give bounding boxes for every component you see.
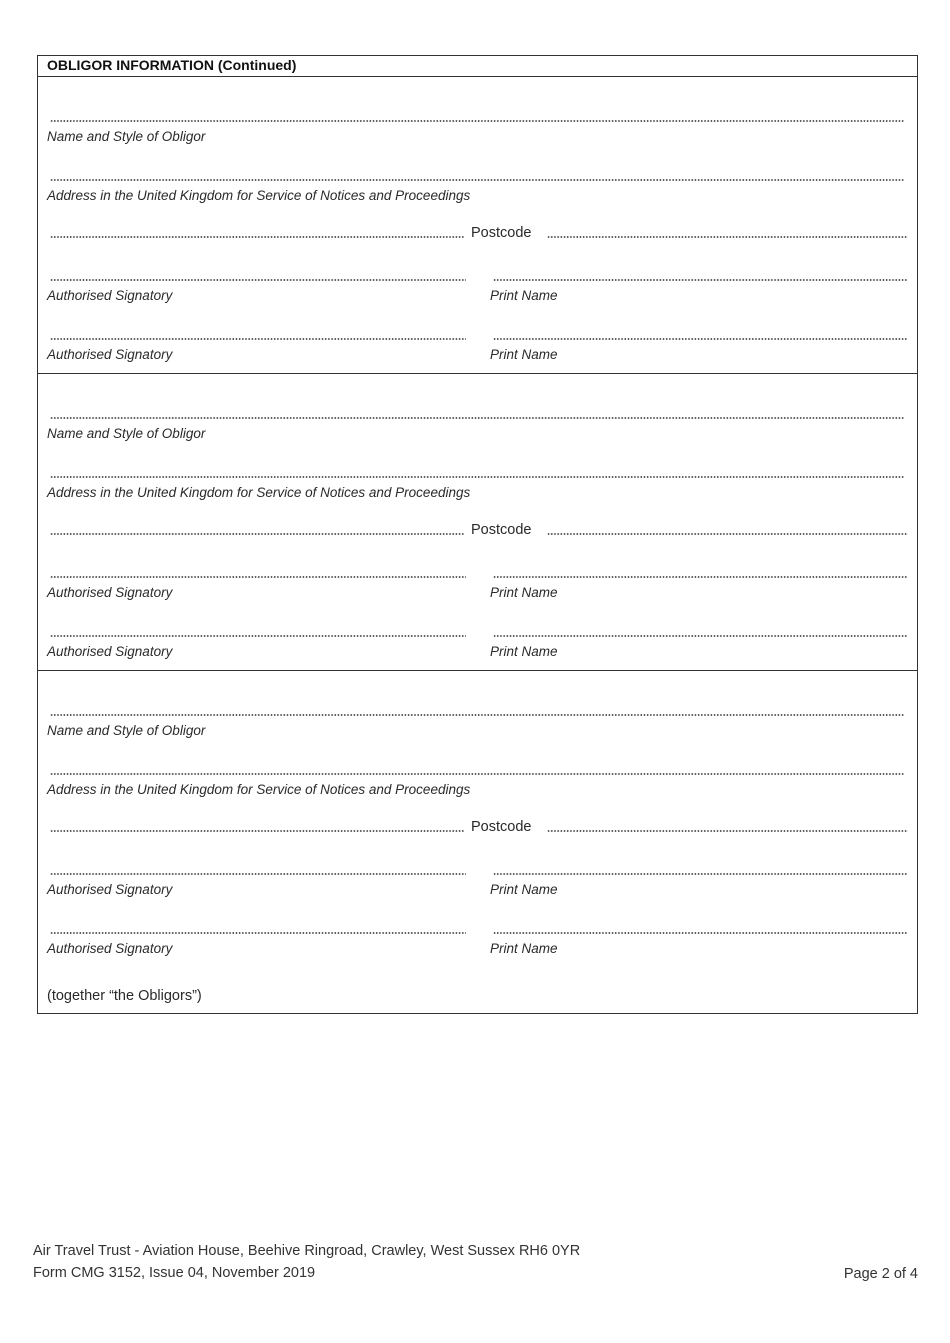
obligor-block [38,374,917,671]
signatory-field[interactable] [50,336,466,342]
postcode-field[interactable] [547,828,908,834]
obligor-name-label: Name and Style of Obligor [47,426,206,441]
obligor-block [38,671,917,968]
postcode-label: Postcode [471,819,532,835]
page-number: Page 2 of 4 [843,1266,918,1282]
address-line-field[interactable] [50,234,464,240]
address-field[interactable] [50,474,904,480]
print-name-field[interactable] [493,336,908,342]
address-line-field[interactable] [50,531,464,537]
signatory-field[interactable] [50,277,466,283]
signatory-field[interactable] [50,930,466,936]
signatory-label: Authorised Signatory [47,941,173,956]
print-name-label: Print Name [490,882,558,897]
signatory-label: Authorised Signatory [47,288,173,303]
together-note: (together “the Obligors”) [47,988,202,1004]
print-name-label: Print Name [490,288,558,303]
signatory-label: Authorised Signatory [47,585,173,600]
signatory-label: Authorised Signatory [47,347,173,362]
print-name-field[interactable] [493,633,908,639]
postcode-field[interactable] [547,234,908,240]
obligor-name-field[interactable] [50,118,904,124]
obligor-name-field[interactable] [50,415,904,421]
obligor-name-label: Name and Style of Obligor [47,129,206,144]
address-field[interactable] [50,177,904,183]
signatory-label: Authorised Signatory [47,644,173,659]
print-name-label: Print Name [490,941,558,956]
obligor-information-form [37,55,918,1014]
address-line-field[interactable] [50,828,464,834]
signatory-field[interactable] [50,574,466,580]
address-label: Address in the United Kingdom for Service of Notices and Proceedings [47,485,471,500]
obligor-name-field[interactable] [50,712,904,718]
postcode-label: Postcode [471,225,532,241]
print-name-label: Print Name [490,585,558,600]
print-name-field[interactable] [493,574,908,580]
print-name-field[interactable] [493,930,908,936]
print-name-field[interactable] [493,277,908,283]
address-label: Address in the United Kingdom for Service of Notices and Proceedings [47,188,471,203]
obligor-name-label: Name and Style of Obligor [47,723,206,738]
postcode-field[interactable] [547,531,908,537]
postcode-label: Postcode [471,522,532,538]
address-label: Address in the United Kingdom for Service of Notices and Proceedings [47,782,471,797]
signatory-field[interactable] [50,871,466,877]
print-name-field[interactable] [493,871,908,877]
obligor-block [38,77,917,374]
print-name-label: Print Name [490,644,558,659]
print-name-label: Print Name [490,347,558,362]
address-field[interactable] [50,771,904,777]
signatory-field[interactable] [50,633,466,639]
section-header [38,56,917,77]
signatory-label: Authorised Signatory [47,882,173,897]
footer-form-reference: Form CMG 3152, Issue 04, November 2019 [33,1265,316,1281]
footer-address: Air Travel Trust - Aviation House, Beehive Ringroad, Crawley, West Sussex RH6 0YR [33,1243,581,1259]
section-title: OBLIGOR INFORMATION (Continued) [47,57,297,73]
